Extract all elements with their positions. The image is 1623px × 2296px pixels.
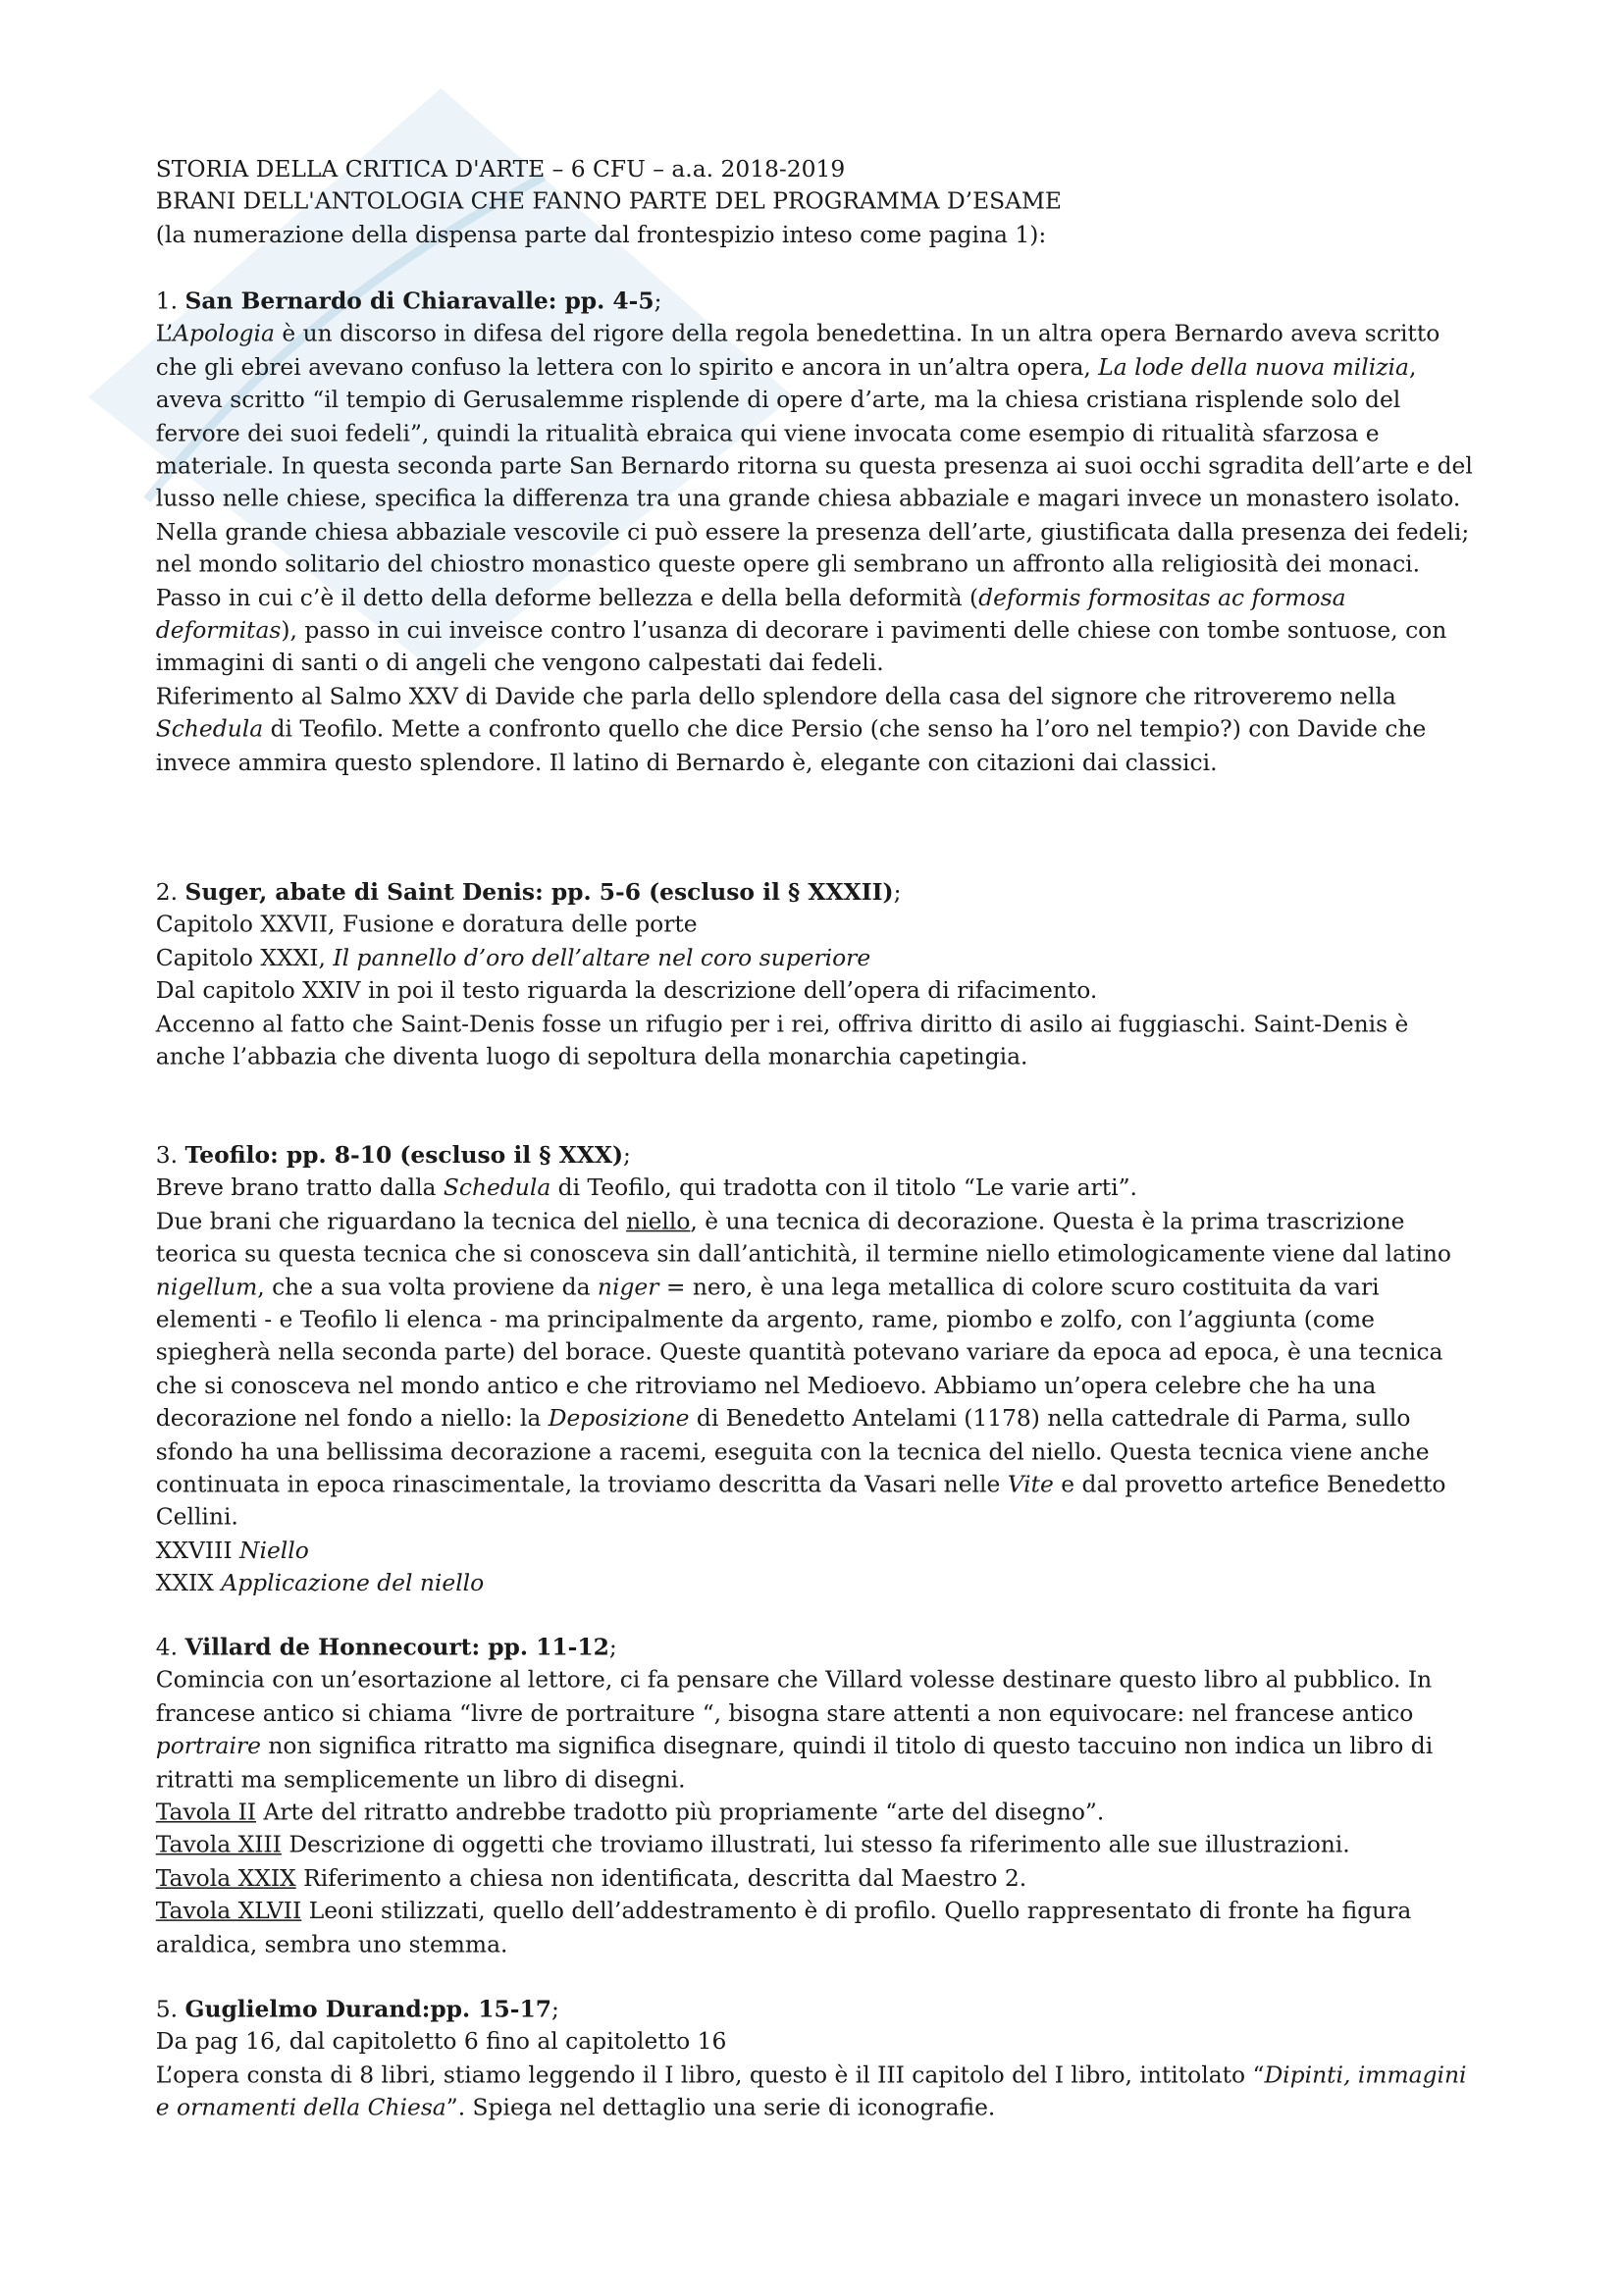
section-1-paragraph-2: Riferimento al Salmo XXV di Davide che parla dello splendore della casa del signore che ritroveremo nella Schedula di Teofilo. Mette a confronto quello che dice Persio (che senso ha l’oro nel tempio?) con Davide che invece ammira questo splendore. Il latino di Bernardo è, elegante con citazioni dai classici. bbox=[155, 683, 1427, 776]
section-4-tavola-47: Tavola XLVII Leoni stilizzati, quello dell’addestramento è di profilo. Quello rappresentato di fronte ha figura araldica, sembra uno stemma. bbox=[155, 1898, 1412, 1957]
section-2 bbox=[156, 876, 1479, 1073]
section-2-line-3: Dal capitolo XXIV in poi il testo riguarda la descrizione dell’opera di rifacimento. bbox=[155, 977, 1098, 1005]
section-5-paragraph: L’opera consta di 8 libri, stiamo leggendo il I libro, questo è il III capitolo del I libro, intitolato “Dipinti, immagini e ornamenti della Chiesa”. Spiega nel dettaglio una serie di iconografie. bbox=[155, 2061, 1467, 2121]
section-4-tavola-13: Tavola XIII Descrizione di oggetti che troviamo illustrati, lui stesso fa riferimento alle sue illustrazioni. bbox=[155, 1832, 1350, 1859]
section-2-heading: 2. Suger, abate di Saint Denis: pp. 5-6 (escluso il § XXXII); bbox=[155, 877, 902, 906]
header-block bbox=[156, 153, 1479, 252]
section-3-line-3: XXIX Applicazione del niello bbox=[155, 1570, 485, 1597]
section-3-heading: 3. Teofilo: pp. 8-10 (escluso il § XXX); bbox=[155, 1140, 631, 1169]
header-subtitle: BRANI DELL'ANTOLOGIA CHE FANNO PARTE DEL PROGRAMMA D’ESAME bbox=[155, 188, 1063, 216]
section-1-heading: 1. San Bernardo di Chiaravalle: pp. 4-5; bbox=[155, 287, 662, 315]
section-4-tavola-2: Tavola II Arte del ritratto andrebbe tradotto più propriamente “arte del disegno”. bbox=[155, 1799, 1105, 1826]
section-4-tavola-29: Tavola XXIX Riferimento a chiesa non identificata, descritta dal Maestro 2. bbox=[155, 1864, 1027, 1892]
section-4-title: Villard de Honnecourt: pp. 11-12 bbox=[184, 1633, 609, 1661]
section-5-heading: 5. Guglielmo Durand:pp. 15-17; bbox=[155, 1994, 559, 2023]
section-5-title: Guglielmo Durand:pp. 15-17 bbox=[184, 1994, 551, 2023]
section-1 bbox=[156, 286, 1479, 779]
header-title: STORIA DELLA CRITICA D'ARTE – 6 CFU – a.a. 2018-2019 bbox=[155, 155, 846, 183]
section-1-title: San Bernardo di Chiaravalle: pp. 4-5 bbox=[184, 287, 654, 315]
section-2-line-1: Capitolo XXVII, Fusione e doratura delle porte bbox=[155, 912, 698, 939]
section-1-paragraph-1: L’Apologia è un discorso in difesa del rigore della regola benedettina. In un altra opera Bernardo aveva scritto che gli ebrei avevano confuso la lettera con lo spirito e ancora in un’altra opera, La lode della nuova milizia, aveva scritto “il tempio di Gerusalemme risplende di opere d’arte, ma la chiesa cristiana risplende solo del fervore dei suoi fedeli”, quindi la ritualità ebraica qui viene invocata come esempio di ritualità sfarzosa e materiale. In questa seconda parte San Bernardo ritorna su questa presenza ai suoi occhi sgradita dell’arte e del lusso nelle chiese, specifica la differenza tra una grande chiesa abbaziale e magari invece un monastero isolato. Nella grande chiesa abbaziale vescovile ci può essere la presenza dell’arte, giustificata dalla presenza dei fedeli; nel mondo solitario del chiostro monastico queste opere gli sembrano un affronto alla religiosità dei monaci. Passo in cui c’è il detto della deforme bellezza e della bella deformità (deformis formositas ac formosa deformitas), passo in cui inveisce contro l’usanza di decorare i pavimenti delle chiese con tombe sontuose, con immagini di santi o di angeli che vengono calpestati dai fedeli. bbox=[155, 321, 1473, 677]
section-3-line-1: Breve brano tratto dalla Schedula di Teofilo, qui tradotta con il titolo “Le varie arti”. bbox=[155, 1174, 1137, 1202]
section-5 bbox=[156, 1993, 1479, 2124]
section-4-heading: 4. Villard de Honnecourt: pp. 11-12; bbox=[155, 1633, 617, 1661]
section-4-paragraph: Comincia con un’esortazione al lettore, ci fa pensare che Villard volesse destinare questo libro al pubblico. In francese antico si chiama “livre de portraiture “, bisogna stare attenti a non equivocare: nel francese antico portraire non significa ritratto ma significa disegnare, quindi il titolo di questo taccuino non indica un libro di ritratti ma semplicemente un libro di disegni. bbox=[155, 1667, 1434, 1793]
section-3-line-2: XXVIII Niello bbox=[155, 1537, 309, 1564]
section-2-line-4: Accenno al fatto che Saint-Denis fosse un rifugio per i rei, offriva diritto di asilo ai fuggiaschi. Saint-Denis è anche l’abbazia che diventa luogo di sepoltura della monarchia capetingia. bbox=[155, 1011, 1409, 1070]
section-2-line-2: Capitolo XXXI, Il pannello d’oro dell’altare nel coro superiore bbox=[155, 944, 871, 971]
section-3-title: Teofilo: pp. 8-10 (escluso il § XXX) bbox=[184, 1140, 624, 1169]
section-2-title: Suger, abate di Saint Denis: pp. 5-6 (escluso il § XXXII) bbox=[184, 877, 894, 906]
section-4 bbox=[156, 1632, 1479, 1961]
section-3 bbox=[156, 1139, 1479, 1600]
section-3-paragraph: Due brani che riguardano la tecnica del niello, è una tecnica di decorazione. Questa è la prima trascrizione teorica su questa tecnica che si conosceva sin dall’antichità, il termine niello etimologicamente viene dal latino nigellum, che a sua volta proviene da niger = nero, è una lega metallica di colore scuro costituita da vari elementi - e Teofilo li elenca - ma principalmente da argento, rame, piombo e zolfo, con l’aggiunta (come spiegherà nella seconda parte) del borace. Queste quantità potevano variare da epoca ad epoca, è una tecnica che si conosceva nel mondo antico e che ritroviamo nel Medioevo. Abbiamo un’opera celebre che ha una decorazione nel fondo a niello: la Deposizione di Benedetto Antelami (1178) nella cattedrale di Parma, sullo sfondo ha una bellissima decorazione a racemi, eseguita con la tecnica del niello. Questa tecnica viene anche continuata in epoca rinascimentale, la troviamo descritta da Vasari nelle Vite e dal provetto artefice Benedetto Cellini. bbox=[155, 1208, 1451, 1532]
header-note: (la numerazione della dispensa parte dal frontespizio inteso come pagina 1): bbox=[155, 221, 1047, 248]
section-5-line-1: Da pag 16, dal capitoletto 6 fino al capitoletto 16 bbox=[155, 2028, 727, 2056]
